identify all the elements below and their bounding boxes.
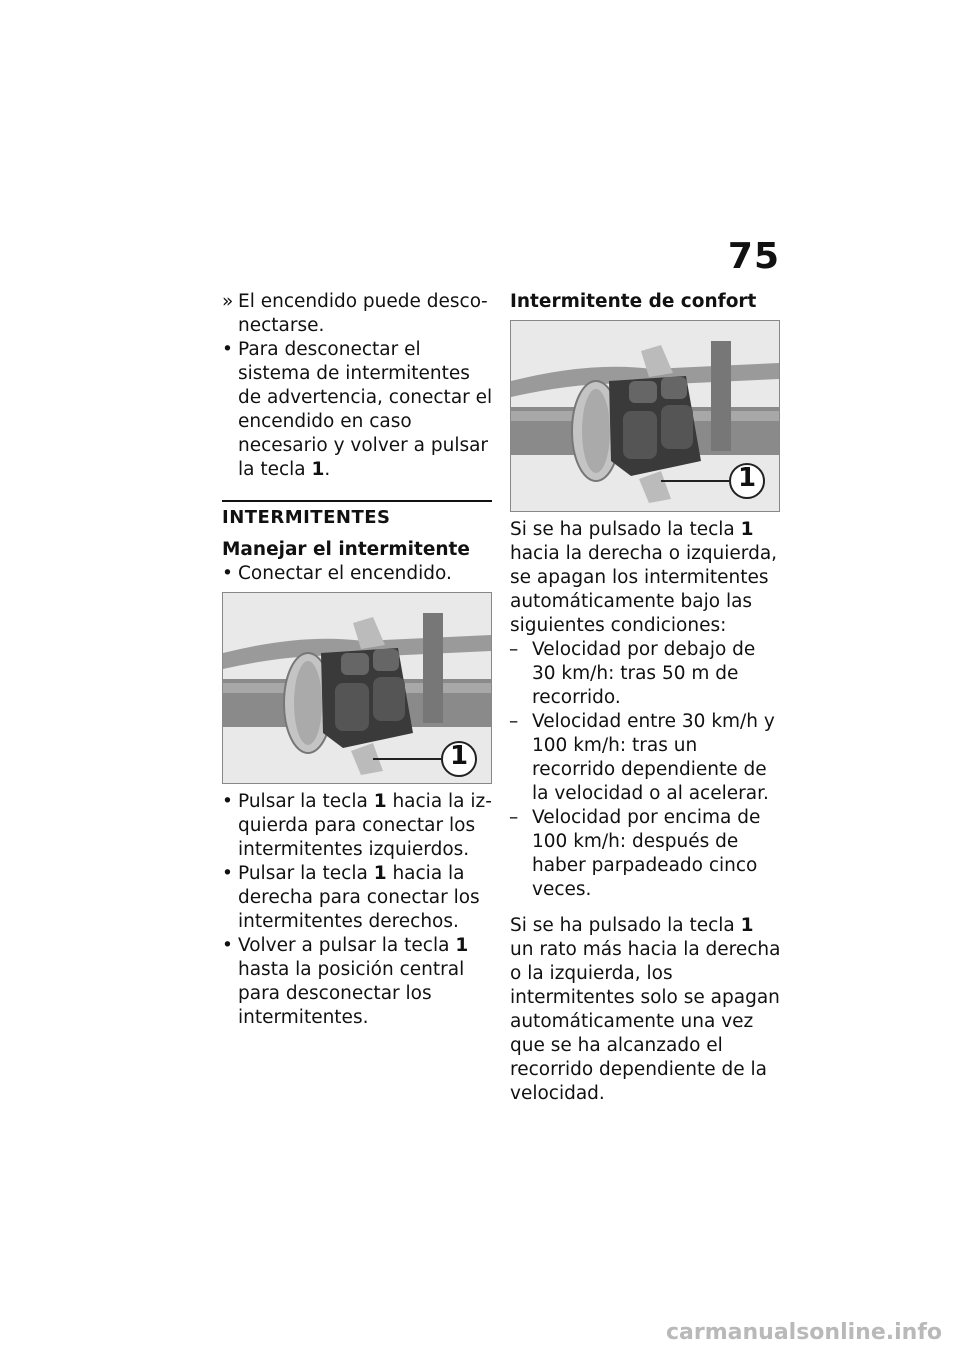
bullet-item: [222, 338, 494, 482]
dash-marker-icon: –: [509, 639, 519, 660]
figure-callout: 1: [738, 463, 757, 493]
page-number: 75: [727, 236, 780, 277]
paragraph: [510, 518, 782, 638]
result-marker-icon: »: [222, 291, 234, 312]
dash-marker-icon: –: [509, 711, 519, 732]
bullet-text-end: .: [324, 459, 331, 480]
paragraph: [510, 914, 782, 1106]
dash-marker-icon: –: [509, 807, 519, 828]
bullet-marker-icon: •: [222, 339, 233, 360]
dash-text: Velocidad entre 30 km/h y 100 km/h: tras un recorrido dependiente de la velocidad o al acelerar.: [532, 711, 775, 804]
key-reference: 1: [455, 935, 469, 956]
dash-item: [510, 710, 782, 806]
dash-text: Velocidad por debajo de 30 km/h: tras 50 m de recorrido.: [532, 639, 756, 708]
key-reference: 1: [373, 791, 387, 812]
dash-item: [510, 806, 782, 902]
section-divider: [222, 500, 492, 530]
dash-item: [510, 638, 782, 710]
paragraph-text-end: un rato más hacia la derecha o la izquierda, los intermitentes solo se apagan automáticamente una vez que se ha alcanzado el recorrido dependiente de la velocidad.: [510, 939, 781, 1104]
bullet-item: [222, 790, 494, 862]
key-reference: 1: [740, 519, 754, 540]
section-title: INTERMITENTES: [222, 507, 391, 528]
bullet-marker-icon: •: [222, 935, 233, 956]
bullet-item: [222, 934, 494, 1030]
watermark-link[interactable]: carmanualsonline.info: [666, 1320, 942, 1345]
left-column: [222, 290, 494, 1030]
right-column: [510, 290, 782, 1106]
key-reference: 1: [373, 863, 387, 884]
bullet-text: Volver a pulsar la tecla: [238, 935, 456, 956]
result-item: [222, 290, 494, 338]
bullet-text-end: hasta la posición central para desconectar los intermitentes.: [238, 959, 465, 1028]
key-reference: 1: [311, 459, 325, 480]
sub-title: Intermitente de confort: [510, 291, 757, 312]
bullet-text: Pulsar la tecla: [238, 791, 374, 812]
handlebar-switch-figure: [222, 592, 492, 784]
bullet-item: [222, 562, 494, 586]
paragraph-text: Si se ha pulsado la tecla: [510, 915, 741, 936]
bullet-text: Para desconectar el sistema de intermitentes de advertencia, conectar el encendido en caso necesario y volver a pulsar la tecla: [238, 339, 493, 480]
bullet-text-end: hacia la derecha para conectar los intermitentes derechos.: [238, 863, 480, 932]
key-reference: 1: [740, 915, 754, 936]
comfort-indicator-figure: [510, 320, 780, 512]
bullet-marker-icon: •: [222, 563, 233, 584]
paragraph-text-end: hacia la derecha o izquierda, se apagan los intermitentes automáticamente bajo las siguientes condiciones:: [510, 543, 778, 636]
figure-callout: 1: [450, 741, 469, 771]
bullet-marker-icon: •: [222, 863, 233, 884]
bullet-marker-icon: •: [222, 791, 233, 812]
bullet-text: Pulsar la tecla: [238, 863, 374, 884]
dash-text: Velocidad por encima de 100 km/h: después de haber parpadeado cinco veces.: [532, 807, 761, 900]
bullet-item: [222, 862, 494, 934]
result-text: El encendido puede desconectarse.: [238, 291, 488, 336]
bullet-text: Conectar el encendido.: [238, 563, 452, 584]
sub-title: Manejar el intermitente: [222, 539, 470, 560]
paragraph-text: Si se ha pulsado la tecla: [510, 519, 741, 540]
bullet-text-end: hacia la izquierda para conectar los intermitentes izquierdos.: [238, 791, 492, 860]
